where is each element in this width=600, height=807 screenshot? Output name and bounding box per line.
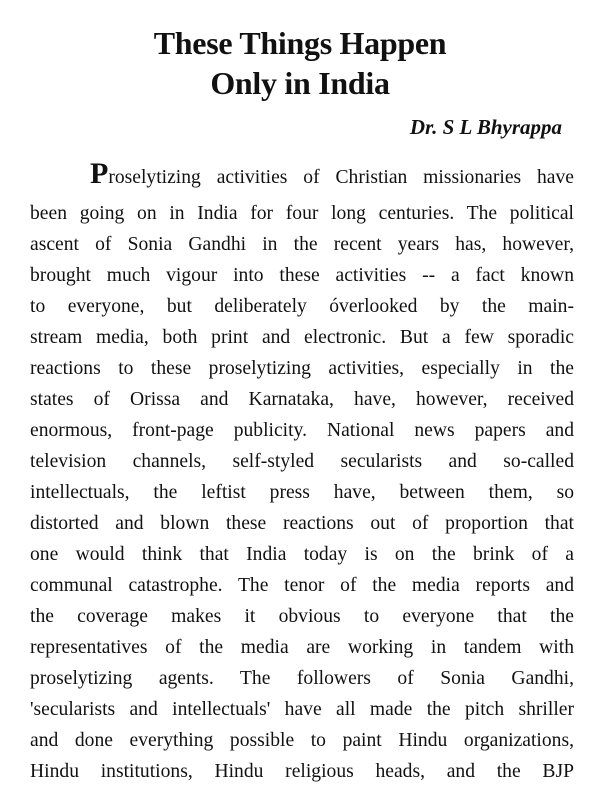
body-line-text: roselytizing activities of Christian missionaries have bbox=[108, 167, 574, 188]
body-line: one would think that India today is on the brink of a bbox=[30, 544, 574, 565]
body-line: communal catastrophe. The tenor of the media reports and bbox=[30, 575, 574, 596]
article-title-line-1: These Things Happen bbox=[153, 25, 447, 61]
body-line: reactions to these proselytizing activities, especially in the bbox=[30, 358, 574, 379]
drop-cap: P bbox=[90, 157, 109, 190]
body-line: and done everything possible to paint Hindu organizations, bbox=[30, 730, 574, 751]
body-line: distorted and blown these reactions out of proportion that bbox=[30, 513, 574, 534]
body-line: stream media, both print and electronic. But a few sporadic bbox=[30, 327, 574, 348]
body-line: been going on in India for four long centuries. The political bbox=[30, 203, 574, 224]
body-line: enormous, front-page publicity. National news papers and bbox=[30, 420, 574, 441]
body-line: to everyone, but deliberately óverlooked by the main- bbox=[30, 296, 574, 317]
body-line: brought much vigour into these activities -- a fact known bbox=[30, 265, 574, 286]
body-line bbox=[90, 157, 574, 193]
body-line: the coverage makes it obvious to everyone that the bbox=[30, 606, 574, 627]
body-line: representatives of the media are working in tandem with bbox=[30, 637, 574, 658]
article-author: Dr. S L Bhyrappa bbox=[409, 115, 562, 139]
body-line: intellectuals, the leftist press have, between them, so bbox=[30, 482, 574, 503]
body-line: proselytizing agents. The followers of Sonia Gandhi, bbox=[30, 668, 574, 689]
body-line: states of Orissa and Karnataka, have, however, received bbox=[30, 389, 574, 410]
article-title-line-2: Only in India bbox=[210, 65, 390, 101]
body-line: ascent of Sonia Gandhi in the recent years has, however, bbox=[30, 234, 574, 255]
body-line: 'secularists and intellectuals' have all made the pitch shriller bbox=[30, 699, 574, 720]
body-line: television channels, self-styled secularists and so-called bbox=[30, 451, 574, 472]
body-line: Hindu institutions, Hindu religious heads, and the BJP bbox=[30, 761, 574, 782]
